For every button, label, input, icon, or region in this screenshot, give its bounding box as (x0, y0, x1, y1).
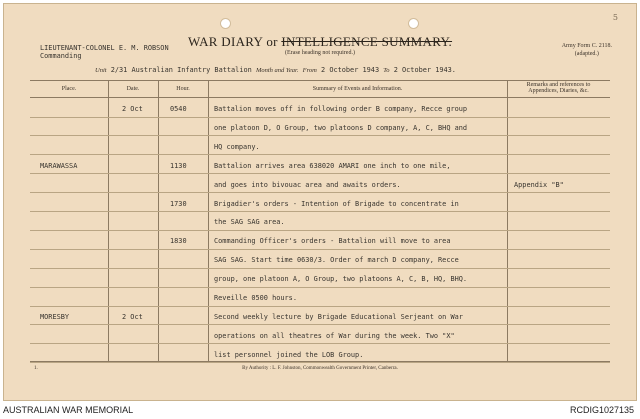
footer-mark: 1. (34, 366, 38, 371)
cell-date: 2 Oct (122, 105, 143, 113)
header-place: Place. (61, 86, 77, 92)
title-war-diary: WAR DIARY (187, 34, 263, 49)
cell-summary: group, one platoon A, O Group, two platoons A, C, B, HQ, BHQ. (214, 275, 468, 284)
cell-remarks: Appendix "B" (514, 180, 564, 189)
archive-reference: RCDIG1027135 (569, 405, 634, 415)
row-rule (30, 154, 610, 155)
row-rule (30, 268, 610, 269)
header-remarks-line1: Remarks and references to (526, 82, 591, 88)
row-rule (30, 306, 610, 307)
month-year-label: Month and Year. (255, 67, 299, 74)
printer-imprint: By Authority : L. F. Johnston, Commonwealth Government Printer, Canberra. (242, 366, 398, 371)
cell-summary: Second weekly lecture by Brigade Educational Serjeant on War (214, 312, 463, 321)
army-form-adapted: (adapted.) (574, 51, 599, 57)
column-divider (507, 81, 508, 361)
row-rule (30, 287, 610, 288)
header-hour: Hour. (176, 86, 190, 92)
to-value: 2 October 1943. (393, 66, 456, 74)
header-date: Date. (126, 86, 140, 92)
commander-block (40, 44, 169, 60)
row-rule (30, 230, 610, 231)
cell-hour: 1830 (170, 237, 187, 246)
to-label: To (383, 67, 390, 74)
cell-hour: 0540 (170, 105, 187, 113)
cell-summary: and goes into bivouac area and awaits orders. (214, 180, 401, 189)
title-intelligence-summary: INTELLIGENCE SUMMARY. (281, 34, 453, 49)
header-rule (30, 97, 610, 98)
from-value: 2 October 1943 (321, 66, 380, 74)
cell-date: 2 Oct (122, 312, 143, 321)
header-remarks (507, 82, 610, 94)
cell-place: MORESBY (40, 312, 70, 321)
unit-label: Unit (95, 67, 107, 74)
column-divider (158, 81, 159, 361)
cell-summary: SAG SAG. Start time 0630/3. Order of march D company, Recce (214, 256, 459, 265)
cell-summary: Commanding Officer's orders - Battalion will move to area (214, 237, 451, 246)
row-rule (30, 249, 610, 250)
cell-summary: Reveille 0500 hours. (214, 294, 297, 302)
row-rule (30, 173, 610, 174)
diary-table (30, 80, 610, 362)
cell-summary: Battalion arrives area 638020 AMARI one inch to one mile, (214, 161, 451, 170)
from-label: From (302, 67, 317, 74)
title-or: or (266, 34, 278, 49)
page-corner-number: 5 (612, 13, 618, 22)
cell-summary: HQ company. (214, 142, 260, 151)
commander-name: LIEUTENANT-COLONEL E. M. ROBSON (40, 44, 169, 52)
cell-place: MARAWASSA (40, 161, 78, 170)
row-rule (30, 324, 610, 325)
cell-hour: 1730 (170, 199, 187, 208)
row-rule (30, 135, 610, 136)
row-rule (30, 362, 610, 363)
header-summary: Summary of Events and Information. (312, 86, 403, 92)
commander-role: Commanding (40, 52, 82, 60)
army-form-label (562, 42, 612, 58)
cell-summary: the SAG SAG area. (214, 218, 285, 227)
column-divider (108, 81, 109, 361)
cell-summary: Battalion moves off in following order B company, Recce group (214, 105, 468, 113)
column-divider (208, 81, 209, 361)
row-rule (30, 211, 610, 212)
cell-hour: 1130 (170, 161, 187, 170)
unit-value: 2/31 Australian Infantry Battalion (110, 66, 252, 74)
header-remarks-line2: Appendices, Diaries, &c. (528, 88, 589, 94)
cell-summary: one platoon D, O Group, two platoons D company, A, C, BHQ and (214, 123, 468, 132)
army-form-number: Army Form C. 2118. (561, 43, 612, 49)
row-rule (30, 117, 610, 118)
row-rule (30, 192, 610, 193)
cell-summary: Brigadier's orders - Intention of Brigade to concentrate in (214, 199, 459, 208)
row-rule (30, 343, 610, 344)
archive-caption: AUSTRALIAN WAR MEMORIAL (3, 405, 134, 415)
cell-summary: list personnel joined the LOB Group. (214, 350, 364, 359)
punch-hole-right (408, 18, 419, 29)
cell-summary: operations on all theatres of War during the week. Two "X" (214, 331, 455, 340)
unit-line (95, 66, 456, 74)
punch-hole-left (220, 18, 231, 29)
title-note: (Erase heading not required.) (285, 50, 355, 56)
